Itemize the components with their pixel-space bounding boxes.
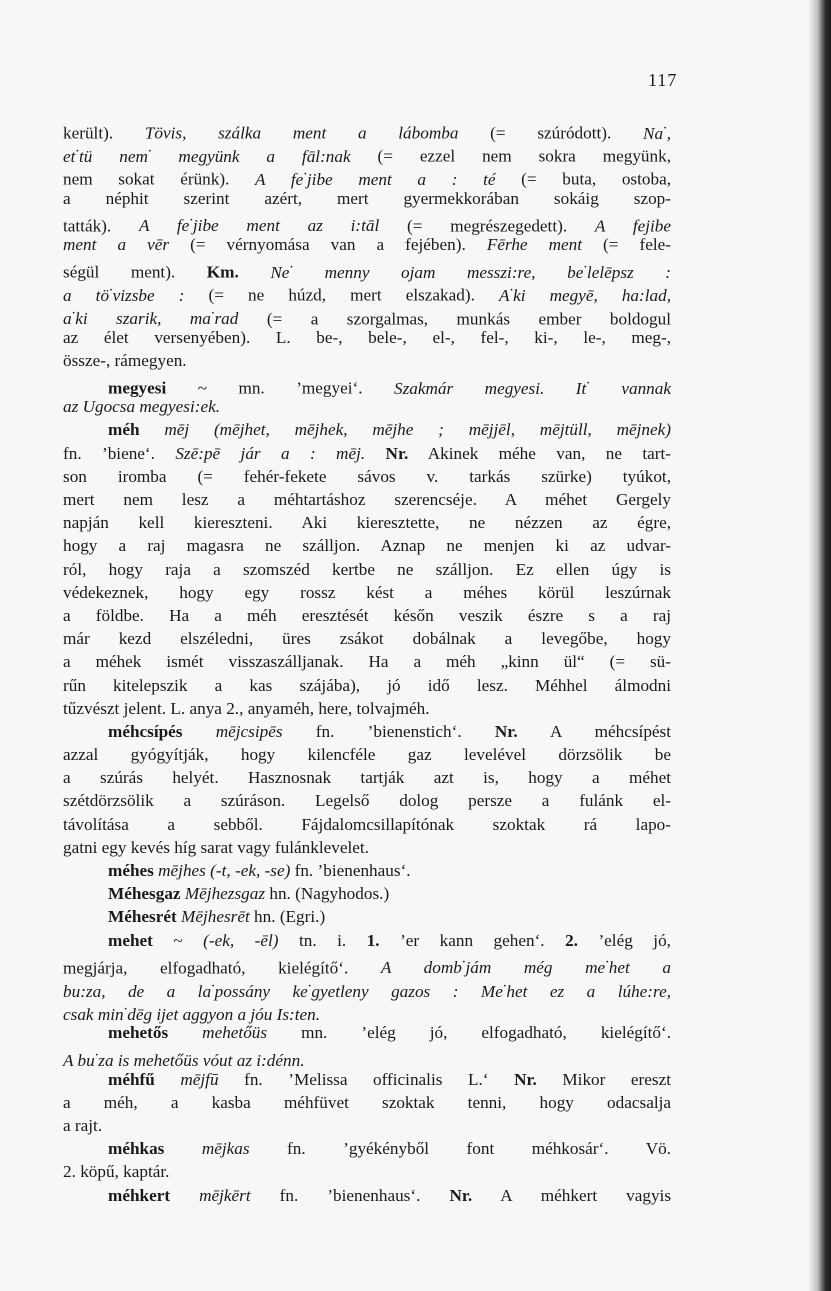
text-line: távolítása a sebből. Fájdalomcsillapítónak szoktak rá lapo- [63, 814, 671, 834]
text-line: 2. köpű, kaptár. [63, 1162, 170, 1182]
text-line: ment a vēr (= vérnyomása van a fejében). Fērhe ment (= fele- [63, 234, 672, 254]
text-line: a méhek ismét visszaszálljanak. Ha a méh „kinn ül“ (= sü- [63, 652, 671, 672]
text-line: méhkert mējkērt fn. ’bienenhaus‘. Nr. A méhkert vagyis [108, 1185, 672, 1205]
text-line: méh mēj (mējhet, mējhek, mējhe ; mējjēl, mējtüll, mējnek) [108, 420, 672, 440]
text-line: mehetős mehetőüs mn. ’elég jó, elfogadható, kielégítő‘. [108, 1023, 671, 1043]
text-line: hogy a raj magasra ne szálljon. Aznap ne menjen ki az udvar- [63, 536, 671, 556]
text-line: A bu·za is mehetőüs vóut az i:dénn. [63, 1047, 305, 1071]
text-line: napján kell kiereszteni. Aki kieresztette, ne nézzen az égre, [63, 513, 671, 533]
text-line: védekeznek, hogy egy rossz kést a méhes körül leszúrnak [63, 582, 671, 602]
text-line: az élet versenyében). L. be-, bele-, el-, fel-, ki-, le-, meg-, [63, 327, 671, 347]
text-line: nem sokat érünk). A fe·jibe ment a : té (= buta, ostoba, [63, 166, 671, 190]
text-line: a tö·vizsbe : (= ne húzd, mert elszakad). A·ki megyē, ha:lad, [63, 282, 672, 306]
text-line: azzal gyógyítják, hogy kilencféle gaz levelével dörzsölik be [63, 745, 671, 765]
text-line: méhkas mējkas fn. ’gyékényből font méhkosár‘. Vö. [108, 1139, 672, 1159]
text-line: tatták). A fe·jibe ment az i:tāl (= megrészegedett). A fejibe [63, 212, 671, 236]
text-line: a néphit szerint azért, mert gyermekkorában sokáig szop- [63, 188, 671, 208]
text-line: rűn kitelepszik a kas szájába), jó idő lesz. Méhhel álmodni [63, 675, 671, 695]
text-line: megjárja, elfogadható, kielégítő‘. A domb·jám még me·het a [63, 954, 671, 978]
page-number: 117 [648, 70, 678, 90]
text-line: az Ugocsa megyesi:ek. [63, 397, 221, 417]
text-line: bu:za, de a la·possány ke·gyetleny gazos : Me·het ez a lúhe:re, [63, 977, 671, 1001]
text-line: csak min·dēg ijet aggyon a jóu Is:ten. [63, 1001, 321, 1024]
text-line: Méhesrét Mējhesrēt hn. (Egri.) [108, 907, 326, 927]
text-line: került). Tövis, szálka ment a lábomba (= szúródott). Na·, [63, 120, 671, 143]
text-line: össze-, rámegyen. [63, 350, 187, 370]
text-line: a·ki szarik, ma·rad (= a szorgalmas, munkás ember boldogul [63, 305, 672, 329]
text-line: megyesi ~ mn. ’megyei‘. Szakmár megyesi. It· vannak [108, 375, 671, 398]
text-line: szétdörzsölik a szúráson. Legelső dolog persze a fulánk el- [63, 791, 671, 811]
text-line: a földbe. Ha a méh eresztését későn veszik észre s a raj [63, 605, 671, 625]
text-line: méhcsípés mējcsipēs fn. ’bienenstich‘. Nr. A méhcsípést [108, 721, 672, 741]
text-line: méhfű mējfū fn. ’Melissa officinalis L.‘ Nr. Mikor ereszt [108, 1069, 671, 1089]
dictionary-text [63, 117, 671, 1207]
text-line: a méh, a kasba méhfüvet szoktak tenni, hogy odacsalja [63, 1092, 671, 1112]
text-line: mehet ~ (-ek, -ēl) tn. i. 1. ’er kann gehen‘. 2. ’elég jó, [108, 930, 671, 950]
text-line: mert nem lesz a méhtartáshoz szerencséje. A méhet Gergely [63, 490, 671, 509]
text-line: son iromba (= fehér-fekete sávos v. tarkás szürke) tyúkot, [63, 466, 671, 486]
text-line: már kezd elszéledni, üres zsákot dobálnak a levegőbe, hogy [63, 629, 671, 649]
text-line: a szúrás helyét. Hasznosnak tartják azt is, hogy a méhet [63, 768, 671, 788]
text-line: tűzvészt jelent. L. anya 2., anyaméh, here, tolvajméh. [63, 698, 430, 718]
text-line: a rajt. [63, 1116, 103, 1136]
text-line: ségül ment). Km. Ne· menny ojam messzi:re, be·lelēpsz : [63, 259, 671, 282]
text-line: Méhesgaz Mējhezsgaz hn. (Nagyhodos.) [108, 884, 390, 904]
page-edge-shadow [809, 0, 831, 1291]
text-line: ról, hogy raja a szomszéd kertbe ne szálljon. Ez ellen úgy is [63, 559, 671, 579]
text-line: méhes mējhes (-t, -ek, -se) fn. ’bienenhaus‘. [108, 861, 411, 880]
text-line: fn. ’biene‘. Szē:pē jár a : mēj. Nr. Akinek méhe van, ne tart- [63, 443, 671, 463]
text-line: et·tü nem· megyünk a fāl:nak (= ezzel nem sokra megyünk, [63, 143, 671, 166]
text-line: gatni egy kevés híg sarat vagy fulánklevelet. [63, 837, 369, 857]
